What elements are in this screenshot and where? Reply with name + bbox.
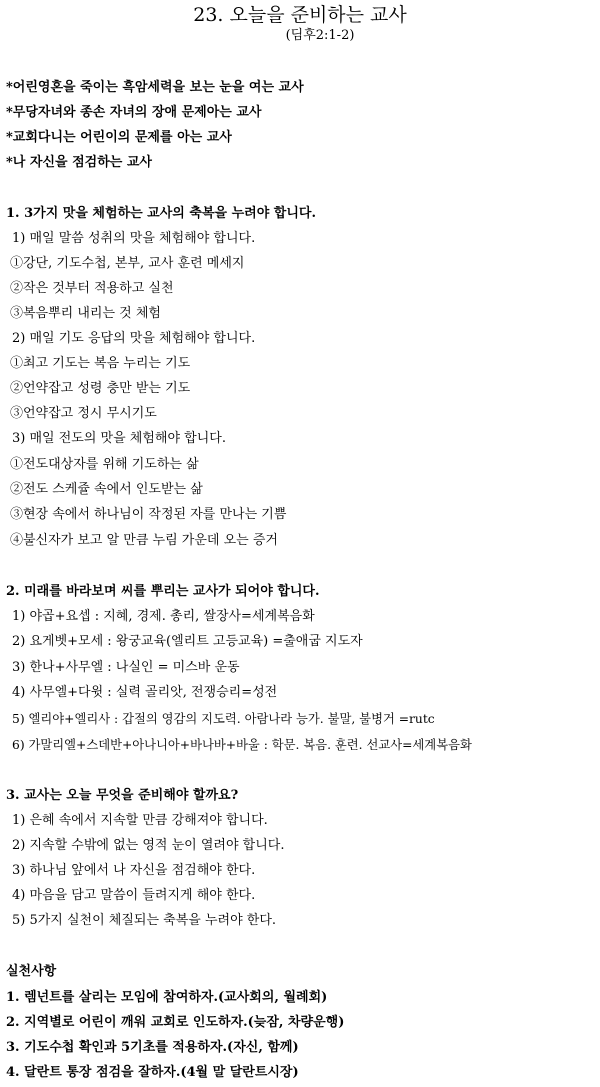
section-1-line: ①전도대상자를 위해 기도하는 삶 xyxy=(10,457,199,472)
section-1-line: ③현장 속에서 하나님이 작정된 자를 만나는 기쁨 xyxy=(10,507,287,522)
section-1-line: ④불신자가 보고 알 만큼 누림 가운데 오는 증거 xyxy=(10,533,278,548)
section-1-heading: 1. 3가지 맛을 체험하는 교사의 축복을 누려야 합니다. xyxy=(6,206,316,221)
practice-item: 4. 달란트 통장 점검을 잘하자.(4월 말 달란트시장) xyxy=(6,1065,299,1080)
practice-heading: 실천사항 xyxy=(6,964,57,979)
section-1-line: ③복음뿌리 내리는 것 체험 xyxy=(10,306,161,321)
section-1-line: ①최고 기도는 복음 누리는 기도 xyxy=(10,356,191,371)
intro-line: *어린영혼을 죽이는 흑암세력을 보는 눈을 여는 교사 xyxy=(6,80,304,95)
section-2-line: 4) 사무엘+다윗 : 실력 골리앗, 전쟁승리=성전 xyxy=(12,685,278,700)
intro-line: *교회다니는 어린이의 문제를 아는 교사 xyxy=(6,130,232,145)
practice-item: 3. 기도수첩 확인과 5기초를 적용하자.(자신, 함께) xyxy=(6,1040,299,1055)
section-1-line: 1) 매일 말씀 성취의 맛을 체험해야 합니다. xyxy=(12,231,256,246)
section-2-line: 6) 가말리엘+스데반+아나니아+바나바+바울 : 학문. 복음. 훈련. 선교사=세계복음화 xyxy=(12,738,472,752)
intro-line: *무당자녀와 종손 자녀의 장애 문제아는 교사 xyxy=(6,105,262,120)
practice-item: 2. 지역별로 어린이 깨워 교회로 인도하자.(늦잠, 차량운행) xyxy=(6,1015,345,1030)
page-title: 23. 오늘을 준비하는 교사 xyxy=(193,4,407,26)
section-1-line: ②전도 스케쥴 속에서 인도받는 삶 xyxy=(10,482,203,497)
section-3-line: 2) 지속할 수밖에 없는 영적 눈이 열려야 합니다. xyxy=(12,838,285,853)
section-3-line: 4) 마음을 담고 말씀이 들려지게 해야 한다. xyxy=(12,888,256,903)
intro-line: *나 자신을 점검하는 교사 xyxy=(6,155,152,170)
section-1-line: 2) 매일 기도 응답의 맛을 체험해야 합니다. xyxy=(12,331,256,346)
section-1-line: ①강단, 기도수첩, 본부, 교사 훈련 메세지 xyxy=(10,256,245,271)
section-1-line: ②작은 것부터 적용하고 실천 xyxy=(10,281,174,296)
section-3-line: 1) 은혜 속에서 지속할 만큼 강해져야 합니다. xyxy=(12,813,268,828)
section-2-line: 3) 한나+사무엘 : 나실인 = 미스바 운동 xyxy=(12,660,240,675)
section-2-line: 1) 야곱+요셉 : 지혜, 경제. 총리, 쌀장사=세계복음화 xyxy=(12,609,315,624)
section-2-line: 5) 엘리야+엘리사 : 갑절의 영감의 지도력. 아람나라 능가. 불말, 불병거 =rutc xyxy=(12,712,435,726)
section-3-line: 5) 5가지 실천이 체질되는 축복을 누려야 한다. xyxy=(12,913,277,928)
section-1-line: ②언약잡고 성령 충만 받는 기도 xyxy=(10,381,191,396)
practice-item: 1. 렘넌트를 살리는 모임에 참여하자.(교사회의, 월례회) xyxy=(6,990,328,1005)
scripture-reference: (딤후2:1-2) xyxy=(285,28,355,43)
section-2-heading: 2. 미래를 바라보며 씨를 뿌리는 교사가 되어야 합니다. xyxy=(6,584,320,599)
section-2-line: 2) 요게벳+모세 : 왕궁교육(엘리트 고등교육) =출애굽 지도자 xyxy=(12,634,363,649)
section-1-line: 3) 매일 전도의 맛을 체험해야 합니다. xyxy=(12,431,226,446)
section-3-heading: 3. 교사는 오늘 무엇을 준비해야 할까요? xyxy=(6,788,239,803)
section-1-line: ③언약잡고 정시 무시기도 xyxy=(10,406,157,421)
section-3-line: 3) 하나님 앞에서 나 자신을 점검해야 한다. xyxy=(12,863,256,878)
